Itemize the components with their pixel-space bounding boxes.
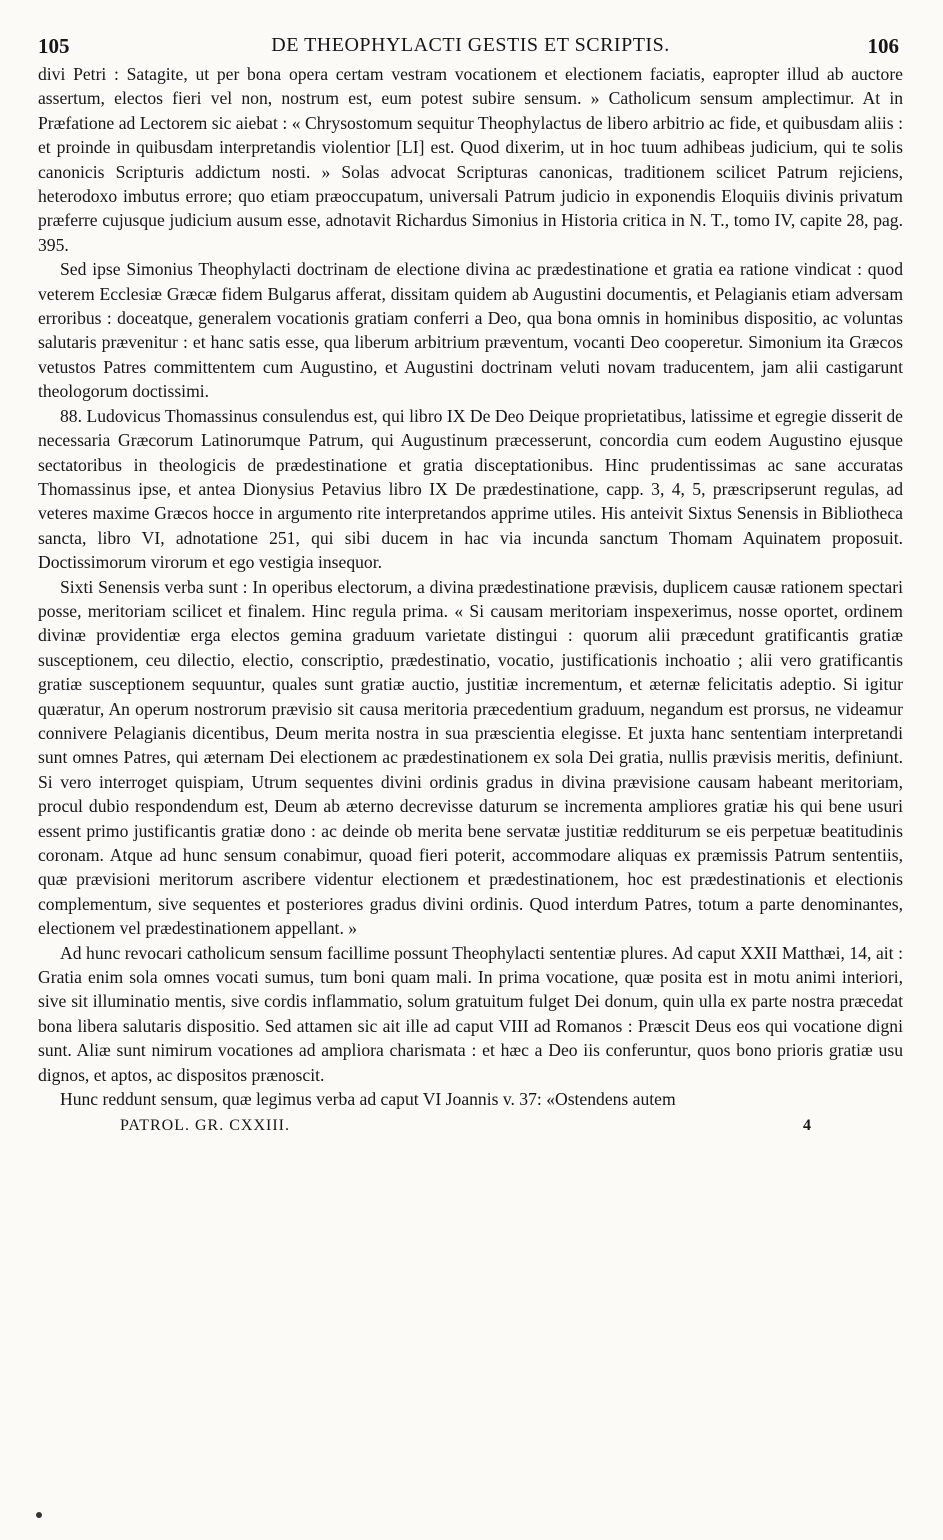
- paragraph-simonius: Sed ipse Simonius Theophylacti doctrinam de electione divina ac prædestinatione et gratia ea ratione vindicat : quod veterem Ecclesiæ Græcæ fidem Bulgarus afferat, dissitam quidem ab Augustini documentis, et Pelagianis etiam adversam erroribus : doceatque, generalem vocationis gratiam conferri a Deo, qua bona omnis in hominibus dispositio, ac voluntas salutaris prævenitur : et hanc satis esse, qua liberum arbitrium præventum, vocanti Deo cooperetur. Simonium ita Græcos vetustos Patres committentem cum Augustino, et Augustini doctrinam veluti novam traducentem, jam alii castigarunt theologorum doctissimi.: [38, 259, 903, 402]
- running-header: [38, 34, 903, 60]
- page-number-left: 105: [38, 34, 70, 58]
- page-number-right: 106: [867, 34, 899, 58]
- paragraph-sixtus-senensis: Sixti Senensis verba sunt : In operibus electorum, a divina prædestinatione prævisis, duplicem causæ rationem spectari posse, meritoriam scilicet et finalem. Hinc regula prima. « Si causam meritoriam inspexerimus, nosse oportet, ordinem divinæ providentiæ erga electos gemina graduum varietate distingui : quorum alii præcedunt gratificantis gratiæ susceptionem, ceu dilectio, electio, conscriptio, prædestinatio, vocatio, justificationis inchoatio ; alii vero gratificantis gratiæ susceptionem sequuntur, quales sunt gratiæ auctio, justitiæ incrementum, et æternæ felicitatis adeptio. Si igitur quæratur, An operum nostrorum prævisio sit causa meritoria præcedentium graduum, negandum est prorsus, ne videamur connivere Pelagianis dicentibus, Deum merita nostra in sua præscientia elegisse. Et juxta hanc sententiam interpretandi sunt omnes Patres, qui æternam Dei electionem ac prædestinationem ex sola Dei gratia, nullis prævisis meritis, definiunt. Si vero interroget quispiam, Utrum sequentes divini ordinis gradus in divina prævisione causam habeant meritoriam, procul dubio respondendum est, Deum ab æterno decrevisse daturum se incrementa ampliores gratiæ his qui bene usuri essent primo justificantis gratiæ dono : ac deinde ob merita bene servatæ justitiæ redditurum se eis perpetuæ beatitudinis coronam. Atque ad hunc sensum conabimur, quoad fieri poterit, accommodare aliquas ex præmissis Patrum sententiis, quæ prævisioni meritorum ascribere videntur electionem et prædestinationem, hoc est prædestinationis et electionis complementum, sive sequentes et posteriores gradus divini ordinis. Quod interdum Patres, totum a parte denominantes, electionem vel prædestinationem appellant. »: [38, 576, 903, 939]
- body-text: [38, 62, 903, 1111]
- paragraph-theophylacti-sententiae: Ad hunc revocari catholicum sensum facillime possunt Theophylacti sententiæ plures. Ad caput XXII Matthæi, 14, ait : Gratia enim sola omnes vocati sumus, tum boni quam mali. In prima vocatione, quæ posita est in motu animi interiori, sive sit illuminatio mentis, sive cordis inflammatio, solum gratuitum fulget Dei donum, quin ulla ex parte nostra præcedat bona libera salutaris dispositio. Sed attamen sic ait ille ad caput VIII ad Romanos : Præscit Deus eos qui vocatione digni sunt. Aliæ sunt nimirum vocationes ad ampliora charismata : et hæc a Deo iis conferuntur, quos bono prioris gratiæ usu dignos, et aptos, ac dispositos prænoscit.: [38, 942, 903, 1085]
- sheet-number: 4: [803, 1117, 811, 1135]
- ink-dot: [36, 1512, 42, 1518]
- paragraph-joannis: Hunc reddunt sensum, quæ legimus verba ad caput VI Joannis v. 37: «Ostendens autem: [60, 1089, 676, 1110]
- paragraph-continuation: divi Petri : Satagite, ut per bona opera certam vestram vocationem et electionem faciatis, eapropter illud ab auctore assertum, electos fieri vel non, nostrum est, eum potest subire sensum. » Catholicum sensum amplectimur. At in Præfatione ad Lectorem sic aiebat : « Chrysostomum sequitur Theophylactus de libero arbitrio ac fide, et quibusdam aliis : et proinde in quibusdam interpretandis violentior [LI] est. Quod dixerim, ut in hoc tuum adhibeas judicium, qui te solis canonicis Scripturis addictum nosti. » Solas advocat Scripturas canonicas, traditionem scilicet Patrum rejiciens, heterodoxo imbutus errore; quo etiam præoccupatum, universali Patrum judicio in exponendis Eloquiis divinis privatum præferre cujusque judicium ausum esse, adnotavit Richardus Simonius in Historia critica in N. T., tomo IV, capite 28, pag. 395.: [38, 64, 903, 255]
- running-title: DE THEOPHYLACTI GESTIS ET SCRIPTIS.: [271, 34, 670, 56]
- paragraph-88-thomassinus: 88. Ludovicus Thomassinus consulendus est, qui libro IX De Deo Deique proprietatibus, latissime et egregie disserit de necessaria Græcorum Latinorumque Patrum, qui Augustinum præcesserunt, concordia cum eodem Augustino ejusque sectatoribus in theologicis de prædestinatione et gratia disceptationibus. Hinc prudentissimas ac sane accuratas Thomassinus ipse, et antea Dionysius Petavius libro IX De prædestinatione, capp. 3, 4, 5, præscripserunt regulas, ad veteres maxime Græcos hocce in argumento rite interpretandos apprime utiles. His anteivit Sixtus Senensis in Bibliotheca sancta, libro VI, adnotatione 251, qui sibi ducem in hac via incunda sanctum Thomam Aquinatem proposuit. Doctissimorum virorum et ego vestigia insequor.: [38, 405, 903, 573]
- printer-signature: PATROL. GR. CXXIII.: [120, 1117, 290, 1135]
- page-footer: [38, 1117, 903, 1147]
